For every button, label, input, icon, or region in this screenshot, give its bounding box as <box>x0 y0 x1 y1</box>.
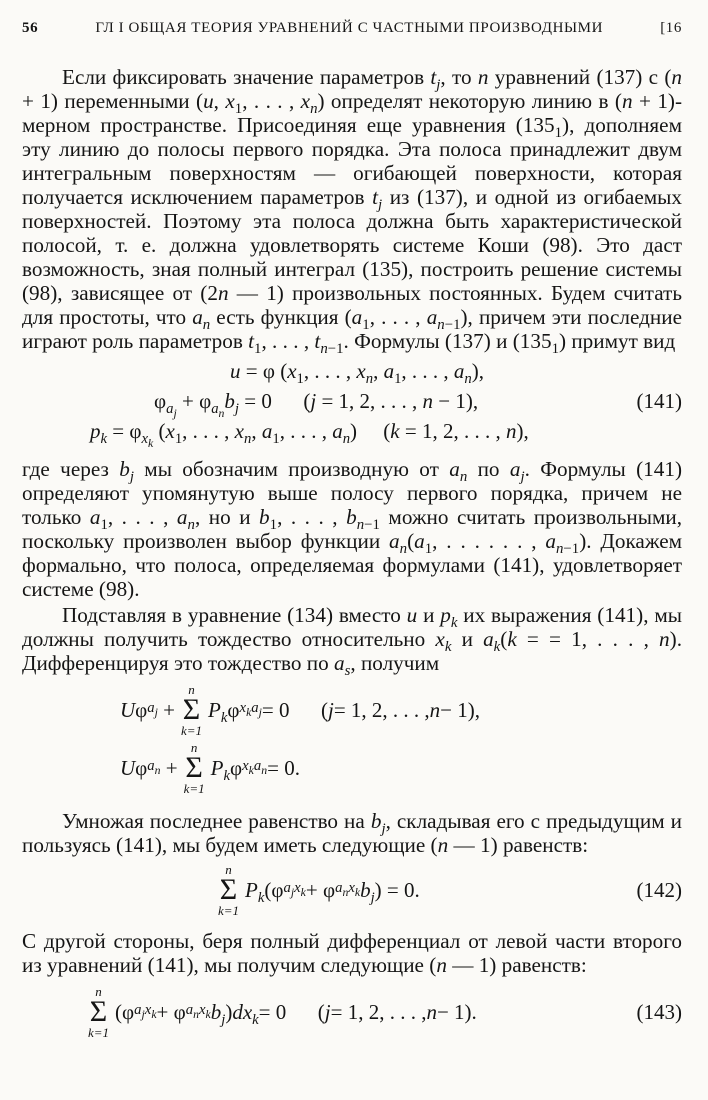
paragraph-2: где через $b_j$ мы обозначим производную от $a_n$ по $a_j$. Формулы (141) определяют упомянутую выше полосу первого порядка, причем не только $a_1$, . . . , $a_n$, но и $b_1$, . . . , $b_{n-1}$ можно считать произвольными, поскольку произволен выбор функции $a_n(a_1$, . . . . . . , $a_{n-1}$). Докажем формально, что полоса, определяемая формулами (141), удовлетворяет системе (98). <box>22 457 683 601</box>
chapter-title: ГЛ I ОБЩАЯ ТЕОРИЯ УРАВНЕНИЙ С ЧАСТНЫМИ ПРОИЗВОДНЫМИ <box>95 20 604 36</box>
differentiated-identities <box>22 683 682 795</box>
equation-141-line-2: $\varphi_{a_j} + \varphi_{a_n}b_j = 0$ (j = 1, 2, . . . , n − 1), <box>154 389 479 421</box>
equation-number-142: (142) <box>636 877 682 902</box>
sum-symbol: n Σ k=1 <box>88 984 110 1040</box>
paragraph-1: Если фиксировать значение параметров $t_j$, то n уравнений (137) с (n + 1) переменными (u, $x_1$, . . . , $x_n$) определят некоторую линию в (n + 1)-мерном пространстве. Присоединяя еще уравнения $(135_1)$, дополняем эту линию до полосы первого порядка. Эта полоса принадлежит двум интегральным поверхностям — огибающей поверхности, которая получается исключением параметров $t_j$ из (137), и одной из огибаемых поверхностей. Поэтому эта полоса должна быть характеристической полосой, т. е. должна удовлетворять системе Коши (98). Это даст возможность, зная полный интеграл (135), построить решение системы (98), зависящее от (2n — 1) произвольных постоянных. Будем считать для простоты, что $a_n$ есть функция ($a_1$, . . . , $a_{n-1}$), причем эти последние играют роль параметров $t_1$, . . . , $t_{n-1}$. Формулы (137) и $(135_1)$ примут вид <box>22 65 683 358</box>
section-number: [16 <box>660 20 682 36</box>
equation-142: n Σ k=1 $P_k$ (φ $a_jx_k$ + φ $a_nx_k$ $b_j$ ) = 0. (142) <box>218 862 682 918</box>
running-head <box>22 20 682 37</box>
equation-143: n Σ k=1 (φ $a_jx_k$ + φ $a_nx_k$ $b_j$ ) $dx_k$ = 0 ( j = 1, 2, . . . , n − 1). (143) <box>88 984 682 1040</box>
paragraph-4: Умножая последнее равенство на $b_j$, складывая его с предыдущим и пользуясь (141), мы будем иметь следующие (n — 1) равенств: <box>22 809 682 857</box>
page-number: 56 <box>22 20 39 36</box>
identity-line-1: U φ $a_j$ + n Σ k=1 $P_k$ φ $x_ka_j$ = 0 ( j = 1, 2, . . . , n − 1), <box>120 682 481 738</box>
sum-symbol: n Σ k=1 <box>218 862 240 918</box>
equation-141-line-3: $p_k = \varphi_{x_k}$ ($x_1$, . . . , $x_n$, $a_1$, . . . , $a_n$) (k = 1, 2, . . . , n), <box>90 419 529 451</box>
identity-line-2: U φ $a_n$ + n Σ k=1 $P_k$ φ $x_ka_n$ = 0. <box>120 740 300 796</box>
equation-141 <box>22 359 682 451</box>
sum-symbol: n Σ k=1 <box>183 740 205 796</box>
equation-number-141: (141) <box>636 389 682 413</box>
j-range: (j = 1, 2, . . . , n − 1), <box>303 389 479 413</box>
sum-symbol: n Σ k=1 <box>181 682 203 738</box>
equation-number-143: (143) <box>636 999 682 1024</box>
paragraph-3: Подставляя в уравнение (134) вместо u и $p_k$ их выражения (141), мы должны получить тождество относительно $x_k$ и $a_k(k$ = = 1, . . . , n). Дифференцируя это тождество по $a_s$, получим <box>22 603 682 680</box>
paragraph-5: С другой стороны, беря полный дифференциал от левой части второго из уравнений (141), мы получим следующие (n — 1) равенств: <box>22 929 682 977</box>
equation-141-line-1: u = φ ($x_1$, . . . , $x_n$, $a_1$, . . . , $a_n$), <box>230 359 484 388</box>
